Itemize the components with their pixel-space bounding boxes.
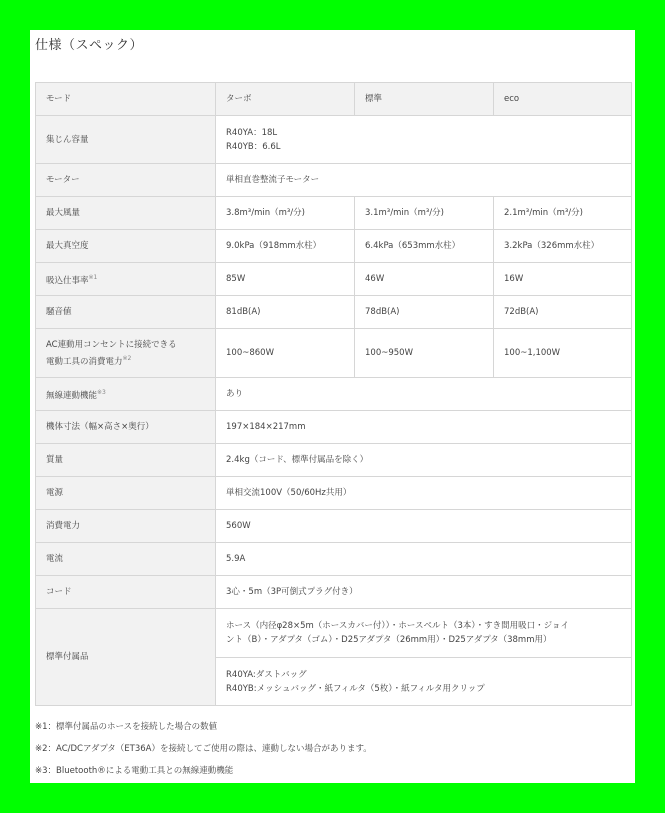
table-row xyxy=(36,444,632,477)
accessories-model xyxy=(216,658,632,706)
consumption-value: 560W xyxy=(216,510,632,543)
row-label xyxy=(36,329,216,378)
accessories-line: ント（B）・アダプタ（ゴム）・D25アダプタ（26mm用）・D25アダプタ（38mm用） xyxy=(226,635,552,645)
row-label: 質量 xyxy=(36,444,216,477)
row-label: 集じん容量 xyxy=(36,116,216,164)
row-label: 最大風量 xyxy=(36,197,216,230)
ac-tool-label-line2: 電動工具の消費電力 xyxy=(46,356,123,367)
row-label: 電流 xyxy=(36,543,216,576)
table-row xyxy=(36,116,632,164)
row-label: 騒音値 xyxy=(36,296,216,329)
capacity-value xyxy=(216,116,632,164)
table-row xyxy=(36,230,632,263)
footnote-mark: ※3 xyxy=(97,388,106,396)
motor-value: 単相直巻整流子モーター xyxy=(216,164,632,197)
footnotes xyxy=(35,720,372,786)
ac-tool-turbo: 100~860W xyxy=(216,329,355,378)
accessories-line: ホース（内径φ28×5m（ホースカバー付））・ホースベルト（3本）・すき間用吸口・ジョイ xyxy=(226,621,569,631)
suction-turbo: 85W xyxy=(216,263,355,296)
dimensions-value: 197×184×217mm xyxy=(216,411,632,444)
row-label: 消費電力 xyxy=(36,510,216,543)
accessories-line: R40YA:ダストバッグ xyxy=(226,669,307,680)
page-title: 仕様（スペック） xyxy=(35,38,144,53)
table-row xyxy=(36,164,632,197)
capacity-line: R40YB：6.6L xyxy=(226,141,281,152)
power-source-value: 単相交流100V（50/60Hz共用） xyxy=(216,477,632,510)
mode-label: モード xyxy=(36,83,216,116)
table-row xyxy=(36,378,632,411)
airflow-eco: 2.1m³/min（m³/分) xyxy=(494,197,632,230)
table-row xyxy=(36,411,632,444)
row-label: 電源 xyxy=(36,477,216,510)
table-row xyxy=(36,609,632,658)
accessories-line: R40YB:メッシュバッグ・紙フィルタ（5枚）・紙フィルタ用クリップ xyxy=(226,683,485,694)
table-row xyxy=(36,576,632,609)
table-row xyxy=(36,197,632,230)
airflow-turbo: 3.8m³/min（m³/分) xyxy=(216,197,355,230)
row-label: 機体寸法（幅×高さ×奥行） xyxy=(36,411,216,444)
noise-eco: 72dB(A) xyxy=(494,296,632,329)
ac-tool-eco: 100~1,100W xyxy=(494,329,632,378)
vacuum-eco: 3.2kPa（326mm水柱） xyxy=(494,230,632,263)
footnote: ※2：AC/DCアダプタ（ET36A）を接続してご使用の際は、連動しない場合があります。 xyxy=(35,744,372,754)
footnote-mark: ※2 xyxy=(122,354,132,362)
noise-standard: 78dB(A) xyxy=(355,296,494,329)
table-row xyxy=(36,296,632,329)
mode-standard: 標準 xyxy=(355,83,494,116)
footnote: ※1：標準付属品のホースを接続した場合の数値 xyxy=(35,722,218,732)
table-row xyxy=(36,543,632,576)
table-row xyxy=(36,263,632,296)
suction-standard: 46W xyxy=(355,263,494,296)
airflow-standard: 3.1m³/min（m³/分) xyxy=(355,197,494,230)
table-row xyxy=(36,477,632,510)
ac-tool-label-line1: AC連動用コンセントに接続できる xyxy=(46,339,177,350)
suction-label: 吸込仕事率 xyxy=(46,275,89,286)
capacity-line: R40YA：18L xyxy=(226,127,278,138)
row-label: モーター xyxy=(36,164,216,197)
cord-value: 3心・5m（3P可倒式プラグ付き） xyxy=(216,576,632,609)
row-label xyxy=(36,378,216,411)
wireless-label: 無線連動機能 xyxy=(46,390,98,401)
spec-panel xyxy=(30,30,635,783)
spec-table xyxy=(35,82,632,706)
row-label: コード xyxy=(36,576,216,609)
footnote: ※3：Bluetooth®による電動工具との無線連動機能 xyxy=(35,766,234,776)
table-header-row xyxy=(36,83,632,116)
row-label: 標準付属品 xyxy=(36,609,216,706)
wireless-value: あり xyxy=(216,378,632,411)
vacuum-turbo: 9.0kPa（918mm水柱） xyxy=(216,230,355,263)
current-value: 5.9A xyxy=(216,543,632,576)
table-row xyxy=(36,329,632,378)
ac-tool-standard: 100~950W xyxy=(355,329,494,378)
mode-turbo: ターボ xyxy=(216,83,355,116)
footnote-mark: ※1 xyxy=(88,273,98,281)
accessories-common xyxy=(216,609,632,658)
table-row xyxy=(36,510,632,543)
mass-value: 2.4kg（コード、標準付属品を除く） xyxy=(216,444,632,477)
suction-eco: 16W xyxy=(494,263,632,296)
row-label xyxy=(36,263,216,296)
row-label: 最大真空度 xyxy=(36,230,216,263)
noise-turbo: 81dB(A) xyxy=(216,296,355,329)
vacuum-standard: 6.4kPa（653mm水柱） xyxy=(355,230,494,263)
mode-eco: eco xyxy=(494,83,632,116)
